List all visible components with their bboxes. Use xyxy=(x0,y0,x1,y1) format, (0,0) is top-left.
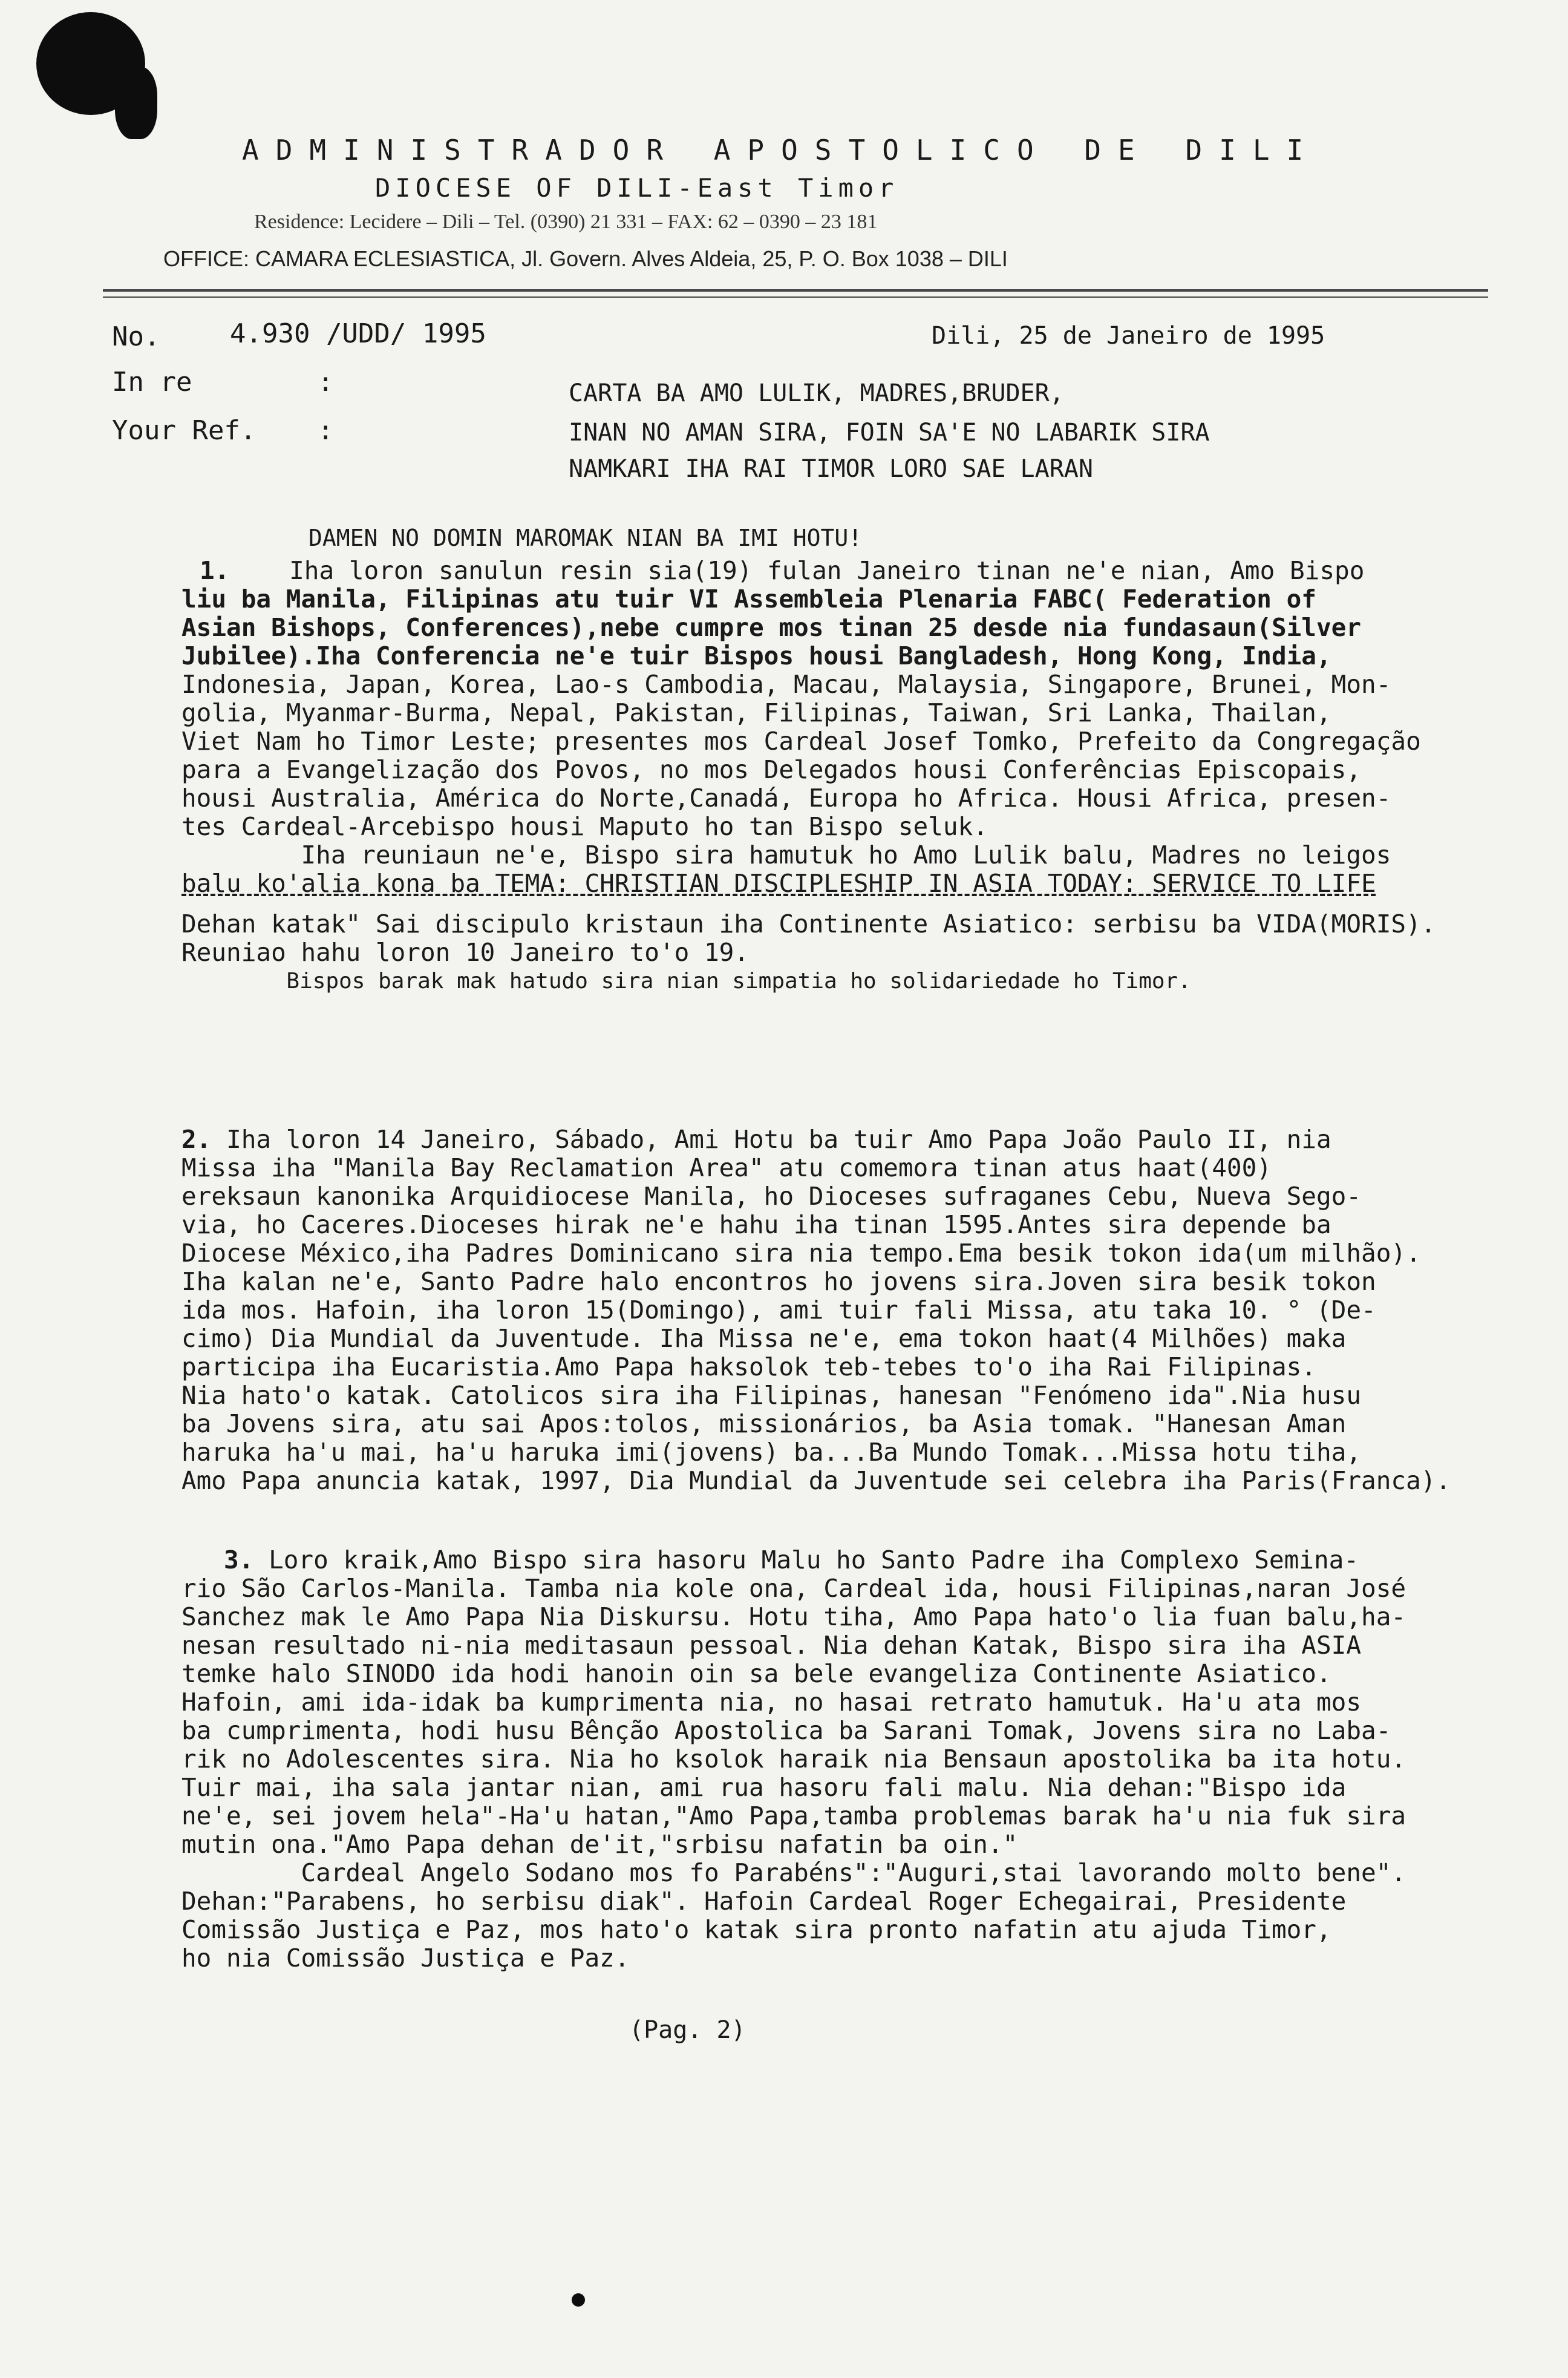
text-line: housi Australia, América do Norte,Canadá, Europa ho Africa. Housi Africa, presen- xyxy=(181,784,1391,813)
ink-blot xyxy=(115,67,157,139)
letter-date: Dili, 25 de Janeiro de 1995 xyxy=(932,322,1325,350)
text-line: Jubilee).Iha Conferencia ne'e tuir Bispos housi Bangladesh, Hong Kong, India, xyxy=(181,641,1331,670)
letterhead-residence: Residence: Lecidere – Dili – Tel. (0390) 21 331 – FAX: 62 – 0390 – 23 181 xyxy=(254,211,878,233)
text-line: liu ba Manila, Filipinas atu tuir VI Assembleia Plenaria FABC( Federation of xyxy=(181,585,1316,614)
subject-line: CARTA BA AMO LULIK, MADRES,BRUDER, xyxy=(569,379,1064,407)
paragraph-1 xyxy=(181,557,1488,995)
page-number: (Pag. 2) xyxy=(629,2016,746,2044)
text-line: Iha reuniaun ne'e, Bispo sira hamutuk ho Amo Lulik balu, Madres no leigos xyxy=(181,840,1391,870)
text-line: Diocese México,iha Padres Dominicano sira nia tempo.Ema besik tokon ida(um milhão). xyxy=(181,1239,1421,1268)
greeting: DAMEN NO DOMIN MAROMAK NIAN BA IMI HOTU! xyxy=(309,525,863,551)
text-line: mutin ona."Amo Papa dehan de'it,"srbisu nafatin ba oin." xyxy=(181,1830,1018,1859)
text-line: Sanchez mak le Amo Papa Nia Diskursu. Hotu tiha, Amo Papa hato'o lia fuan balu,ha- xyxy=(181,1602,1406,1631)
theme-line: balu ko'alia kona ba TEMA: CHRISTIAN DISCIPLESHIP IN ASIA TODAY: SERVICE TO LIFE xyxy=(181,869,1376,898)
text-line: nesan resultado ni-nia meditasaun pessoal. Nia dehan Katak, Bispo sira iha ASIA xyxy=(181,1631,1362,1660)
text-line: Loro kraik,Amo Bispo sira hasoru Malu ho Santo Padre iha Complexo Semina- xyxy=(269,1545,1359,1574)
text-line: Iha kalan ne'e, Santo Padre halo encontros ho jovens sira.Joven sira besik tokon xyxy=(181,1267,1376,1296)
text-line: ida mos. Hafoin, iha loron 15(Domingo), ami tuir fali Missa, atu taka 10. ° (De- xyxy=(181,1295,1376,1325)
paragraph-2 xyxy=(181,1125,1488,1495)
text-line: Reuniao hahu loron 10 Janeiro to'o 19. xyxy=(181,938,749,967)
text-line: ba cumprimenta, hodi husu Bênção Apostolica ba Sarani Tomak, Jovens sira no Laba- xyxy=(181,1716,1391,1745)
ref-no-label: No. xyxy=(112,321,160,352)
text-line: tes Cardeal-Arcebispo housi Maputo ho tan Bispo seluk. xyxy=(181,812,988,841)
letterhead-subtitle: DIOCESE OF DILI-East Timor xyxy=(375,173,899,203)
text-line: participa iha Eucaristia.Amo Papa haksolok teb-tebes to'o iha Rai Filipinas. xyxy=(181,1352,1316,1381)
text-line: Asian Bishops, Conferences),nebe cumpre mos tinan 25 desde nia fundasaun(Silver xyxy=(181,613,1362,642)
text-line: ne'e, sei jovem hela"-Ha'u hatan,"Amo Papa,tamba problemas barak ha'u nia fuk sira xyxy=(181,1801,1406,1830)
text-line: Tuir mai, iha sala jantar nian, ami rua hasoru fali malu. Nia dehan:"Bispo ida xyxy=(181,1773,1347,1802)
text-line: rio São Carlos-Manila. Tamba nia kole ona, Cardeal ida, housi Filipinas,naran José xyxy=(181,1574,1406,1603)
text-line: ereksaun kanonika Arquidiocese Manila, ho Dioceses sufraganes Cebu, Nueva Sego- xyxy=(181,1182,1362,1211)
text-line: Bispos barak mak hatudo sira nian simpatia ho solidariedade ho Timor. xyxy=(181,969,1191,994)
text-line: rik no Adolescentes sira. Nia ho ksolok haraik nia Bensaun apostolika ba ita hotu. xyxy=(181,1744,1406,1774)
text-line: haruka ha'u mai, ha'u haruka imi(jovens) ba...Ba Mundo Tomak...Missa hotu tiha, xyxy=(181,1438,1362,1467)
text-line: para a Evangelização dos Povos, no mos Delegados housi Conferências Episcopais, xyxy=(181,755,1362,784)
header-rule xyxy=(103,296,1488,298)
text-line: ho nia Comissão Justiça e Paz. xyxy=(181,1944,630,1973)
text-line: Iha loron sanulun resin sia(19) fulan Janeiro tinan ne'e nian, Amo Bispo xyxy=(289,556,1365,585)
text-line: Viet Nam ho Timor Leste; presentes mos Cardeal Josef Tomko, Prefeito da Congregação xyxy=(181,727,1421,756)
text-line: golia, Myanmar-Burma, Nepal, Pakistan, Filipinas, Taiwan, Sri Lanka, Thailan, xyxy=(181,698,1331,727)
ref-inre-label: In re xyxy=(112,367,192,398)
text-line: Hafoin, ami ida-idak ba kumprimenta nia, no hasai retrato hamutuk. Ha'u ata mos xyxy=(181,1688,1362,1717)
ink-speck xyxy=(572,2293,585,2307)
ref-inre-colon: : xyxy=(318,367,334,398)
paragraph-number: 1. xyxy=(200,556,230,585)
subject-line: NAMKARI IHA RAI TIMOR LORO SAE LARAN xyxy=(569,455,1093,483)
text-line: Comissão Justiça e Paz, mos hato'o katak sira pronto nafatin atu ajuda Timor, xyxy=(181,1915,1331,1944)
text-line: ba Jovens sira, atu sai Apos:tolos, missionários, ba Asia tomak. "Hanesan Aman xyxy=(181,1409,1347,1438)
letterhead-title: ADMINISTRADOR APOSTOLICO DE DILI xyxy=(242,134,1321,166)
paragraph-3 xyxy=(181,1546,1488,1973)
text-line: Iha loron 14 Janeiro, Sábado, Ami Hotu ba tuir Amo Papa João Paulo II, nia xyxy=(226,1125,1331,1154)
text-line: Dehan:"Parabens, ho serbisu diak". Hafoin Cardeal Roger Echegairai, Presidente xyxy=(181,1887,1347,1916)
text-line: Dehan katak" Sai discipulo kristaun iha Continente Asiatico: serbisu ba VIDA(MORIS). xyxy=(181,909,1436,938)
header-rule xyxy=(103,289,1488,292)
letterhead-office: OFFICE: CAMARA ECLESIASTICA, Jl. Govern. Alves Aldeia, 25, P. O. Box 1038 – DILI xyxy=(163,246,1008,271)
ref-no-value: 4.930 /UDD/ 1995 xyxy=(230,318,486,349)
paragraph-number: 2. xyxy=(181,1125,212,1154)
subject-line: INAN NO AMAN SIRA, FOIN SA'E NO LABARIK SIRA xyxy=(569,419,1210,447)
text-line: Indonesia, Japan, Korea, Lao-s Cambodia, Macau, Malaysia, Singapore, Brunei, Mon- xyxy=(181,670,1391,699)
text-line: Nia hato'o katak. Catolicos sira iha Filipinas, hanesan "Fenómeno ida".Nia husu xyxy=(181,1381,1362,1410)
text-line: via, ho Caceres.Dioceses hirak ne'e hahu iha tinan 1595.Antes sira depende ba xyxy=(181,1210,1331,1239)
ref-yourref-label: Your Ref. xyxy=(112,415,256,446)
text-line: Cardeal Angelo Sodano mos fo Parabéns":"Auguri,stai lavorando molto bene". xyxy=(181,1858,1406,1887)
text-line: cimo) Dia Mundial da Juventude. Iha Missa ne'e, ema tokon haat(4 Milhões) maka xyxy=(181,1324,1347,1353)
ref-yourref-colon: : xyxy=(318,415,334,446)
paragraph-number: 3. xyxy=(224,1545,254,1574)
text-line: temke halo SINODO ida hodi hanoin oin sa bele evangeliza Continente Asiatico. xyxy=(181,1659,1331,1688)
text-line: Amo Papa anuncia katak, 1997, Dia Mundial da Juventude sei celebra iha Paris(Franca). xyxy=(181,1466,1451,1495)
text-line: Missa iha "Manila Bay Reclamation Area" atu comemora tinan atus haat(400) xyxy=(181,1153,1272,1182)
